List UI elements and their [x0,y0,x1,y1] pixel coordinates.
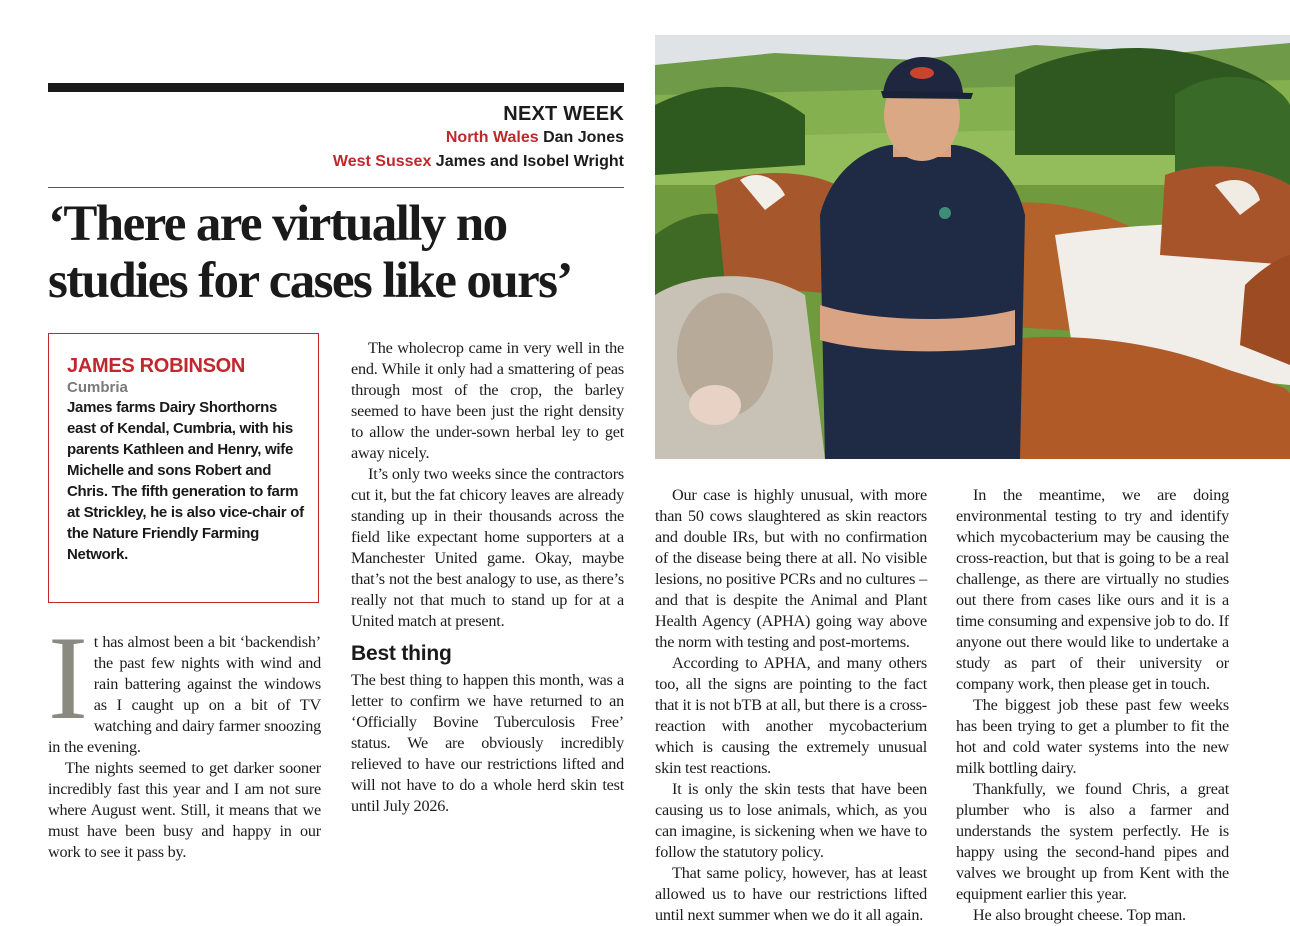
article-paragraph: According to APHA, and many others too, all the signs are pointing to the fact that it is not bTB at all, but there is a cross-reaction with another mycobacterium which is causing the extremely unusual skin test reactions. [655,654,927,777]
article-paragraph: It’s only two weeks since the contractors cut it, but the fat chicory leaves are already standing up in their thousands across the field like expectant home supporters at a Manchester United game. Okay, maybe that’s not the best analogy to use, as there’s really not that much to stand up for at a United match at present. [351,465,624,630]
farmer-with-cows-photo [655,35,1290,459]
article-column-3 [655,485,927,926]
section-rule [48,187,624,188]
next-week-names: James and Isobel Wright [435,153,624,170]
article-column-1 [48,611,321,863]
next-week-box [48,102,624,174]
article-column-2 [351,338,624,817]
article-paragraph: The biggest job these past few weeks has been trying to get a plumber to fit the hot and cold water systems into the new milk bottling dairy. [956,696,1229,777]
next-week-entry [48,150,624,174]
article-paragraph: The wholecrop came in very well in the end. While it only had a smattering of peas through most of the crop, the barley seemed to have been just the right density to allow the under-sown herbal ley to get away nicely. [351,339,624,462]
headline-line-1: ‘There are virtually no [48,196,507,252]
author-name: JAMES ROBINSON [67,355,246,377]
article-paragraph: The nights seemed to get darker sooner incredibly fast this year and I am not sure where August went. Still, it means that we must have been busy and happy in our work to see it pass by. [48,759,321,861]
author-bio-box [48,333,319,603]
next-week-region: West Sussex [332,153,432,170]
top-rule [48,83,624,92]
article-paragraph: Our case is highly unusual, with more than 50 cows slaughtered as skin reactors and double IRs, but with no confirmation of the disease being there at all. No visible lesions, no positive PCRs and no cultures – and that is despite the Animal and Plant Health Agency (APHA) going way above the norm with testing and post-mortems. [655,486,927,651]
article-column-4 [956,485,1229,926]
next-week-title: NEXT WEEK [503,103,624,125]
article-paragraph: The best thing to happen this month, was a letter to confirm we have returned to an ‘Officially Bovine Tuberculosis Free’ status. We are obviously incredibly relieved to have our restrictions lifted and will not have to do a whole herd skin test until July 2026. [351,671,624,815]
article-paragraph: That same policy, however, has at least allowed us to have our restrictions lifted until next summer when we do it all again. [655,864,927,924]
next-week-names: Dan Jones [543,129,624,146]
article-paragraph: He also brought cheese. Top man. [973,906,1186,924]
headline-line-2: studies for cases like ours’ [48,253,572,309]
article-paragraph: Thankfully, we found Chris, a great plumber who is also a farmer and understands the system perfectly. He is happy using the second-hand pipes and valves we brought up from Kent with the equipment earlier this year. [956,780,1229,903]
subheading: Best thing [351,642,452,665]
article-paragraph: It is only the skin tests that have been causing us to lose animals, which, as you can imagine, is sickening when we have to follow the statutory policy. [655,780,927,861]
article-paragraph: t has almost been a bit ‘backendish’ the past few nights with wind and rain battering against the windows as I caught up on a bit of TV watching and dairy farmer snoozing in the evening. [48,633,321,756]
author-bio-text: James farms Dairy Shorthorns east of Kendal, Cumbria, with his parents Kathleen and Henry, wife Michelle and sons Robert and Chris. The fifth generation to farm at Strickley, he is also vice-chair of the Nature Friendly Farming Network. [67,399,304,563]
next-week-region: North Wales [445,129,539,146]
drop-cap: I [48,611,88,744]
next-week-entry [48,126,624,150]
article-paragraph: In the meantime, we are doing environmental testing to try and identify which mycobacterium may be causing the cross-reaction, but that is going to be a real challenge, as there are virtually no studies out there from cases like ours and it is a time consuming and expensive job to do. If anyone out there would like to undertake a study as part of their university or company work, then please get in touch. [956,486,1229,693]
author-location: Cumbria [67,379,128,396]
headline [48,196,648,310]
